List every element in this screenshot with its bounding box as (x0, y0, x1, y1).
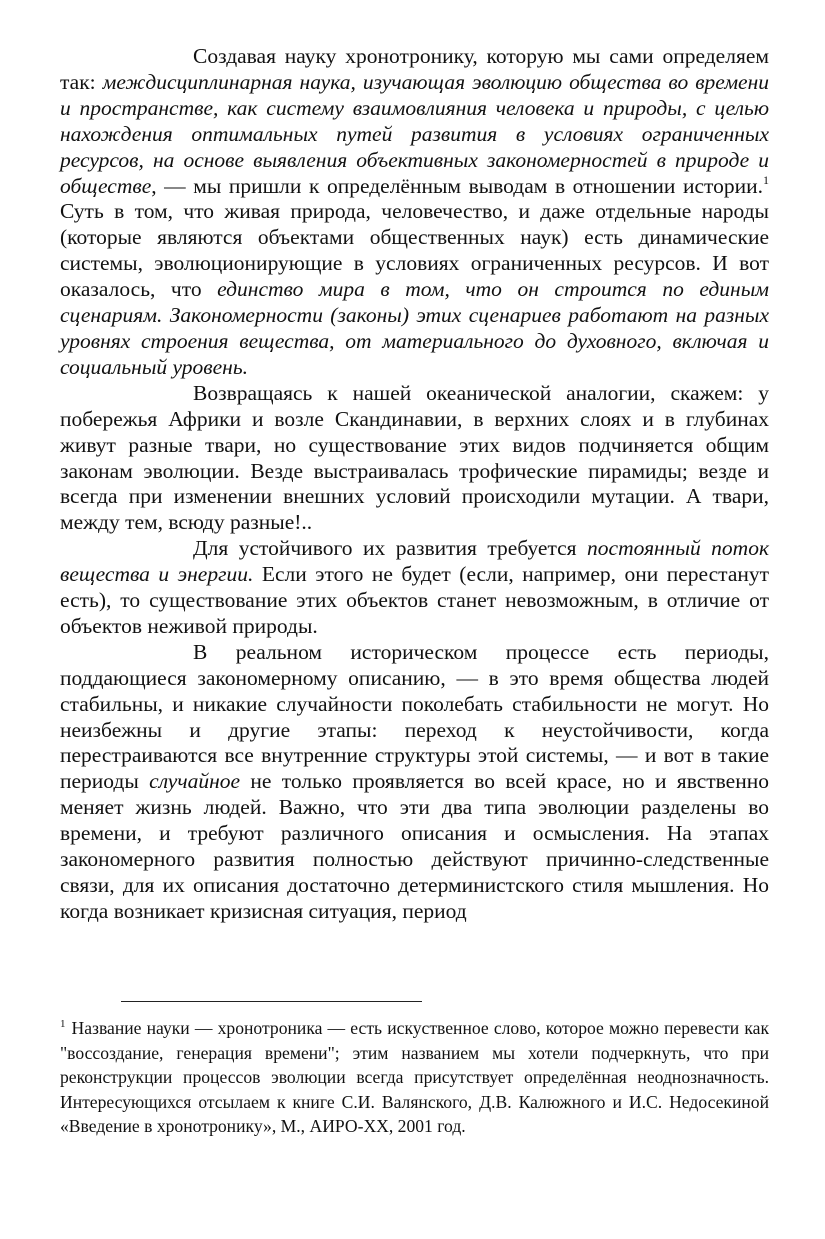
text-run: Суть в том, что живая природа, человечество, и даже отдельные народы (которые являются объектами общественных наук) есть динамические системы, эволюционирующие в условиях ограниченных ресурсов. И вот оказалось, что (60, 199, 769, 302)
footnote-separator (121, 1001, 422, 1002)
italic-phrase: постоянный поток вещества и энергии. (60, 536, 769, 587)
text-run: , — мы пришли к определённым выводам в отношении истории. (151, 173, 763, 198)
text-run: не только проявляется во всей красе, но и явственно меняет жизнь людей. Важно, что эти два типа эволюции разделены во времени, и требуют различного описания и осмысления. На этапах закономерного развития полностью действуют причинно-следственные связи, для их описания достаточно детерминистского стиля мышления. Но когда возникает кризисная ситуация, период (60, 769, 769, 923)
paragraph-3 (60, 536, 769, 640)
text-run: Если этого не будет (если, например, они перестанут есть), то существование этих объектов станет невозможным, в отличие от объектов неживой природы. (60, 562, 770, 638)
footnote-marker: 1 (60, 1018, 66, 1030)
text-run: В реальном историческом процессе есть периоды, поддающиеся закономерному описанию, — в это время общества людей стабильны, и никакие случайности поколебать стабильности не могут. Но неизбежны и другие этапы: переход к неустойчивости, когда перестраиваются все внутренние структуры этой системы, — и вот в такие периоды (60, 639, 769, 794)
italic-word: случайное (149, 769, 241, 794)
footnote (60, 1016, 769, 1139)
page-body (60, 44, 769, 925)
text-run: Для устойчивого их развития требуется (193, 536, 588, 561)
footnote-ref[interactable]: 1 (763, 172, 769, 187)
text-run: Возвращаясь к нашей океанической аналогии, скажем: у побережья Африки и возле Скандинавии, в верхних слоях и в глубинах живут разные твари, но существование этих видов подчиняется общим законам эволюции. Везде выстраивалась трофические пирамиды; везде и всегда при изменении внешних условий происходили мутации. А твари, между тем, всюду разные!.. (60, 380, 769, 535)
text-run: Создавая науку хронотронику, которую мы сами определяем так: (60, 44, 769, 94)
paragraph-4 (60, 640, 769, 925)
paragraph-2 (60, 381, 769, 536)
italic-definition: междисциплинарная наука, изучающая эволюцию общества во времени и пространстве, как систему взаимовлияния человека и природы, с целью нахождения оптимальных путей развития в условиях ограниченных ресурсов, на основе выявления объективных закономерностей в природе и обществе (60, 69, 769, 198)
italic-thesis: единство мира в том, что он строится по единым сценариям. Закономерности (законы) этих сценариев работают на разных уровнях строения вещества, от материального до духовного, включая и социальный уровень. (60, 277, 769, 379)
paragraph-1 (60, 44, 769, 381)
footnote-text: Название науки — хронотроника — есть искуственное слово, которое можно перевести как "воссоздание, генерация времени"; этим названием мы хотели подчеркнуть, что при реконструкции процессов эволюции всегда присутствует определённая неоднозначность. Интересующихся отсылаем к книге С.И. Валянского, Д.В. Калюжного и И.С. Недосекиной «Введение в хронотронику», М., АИРО-XX, 2001 год. (60, 1018, 769, 1137)
